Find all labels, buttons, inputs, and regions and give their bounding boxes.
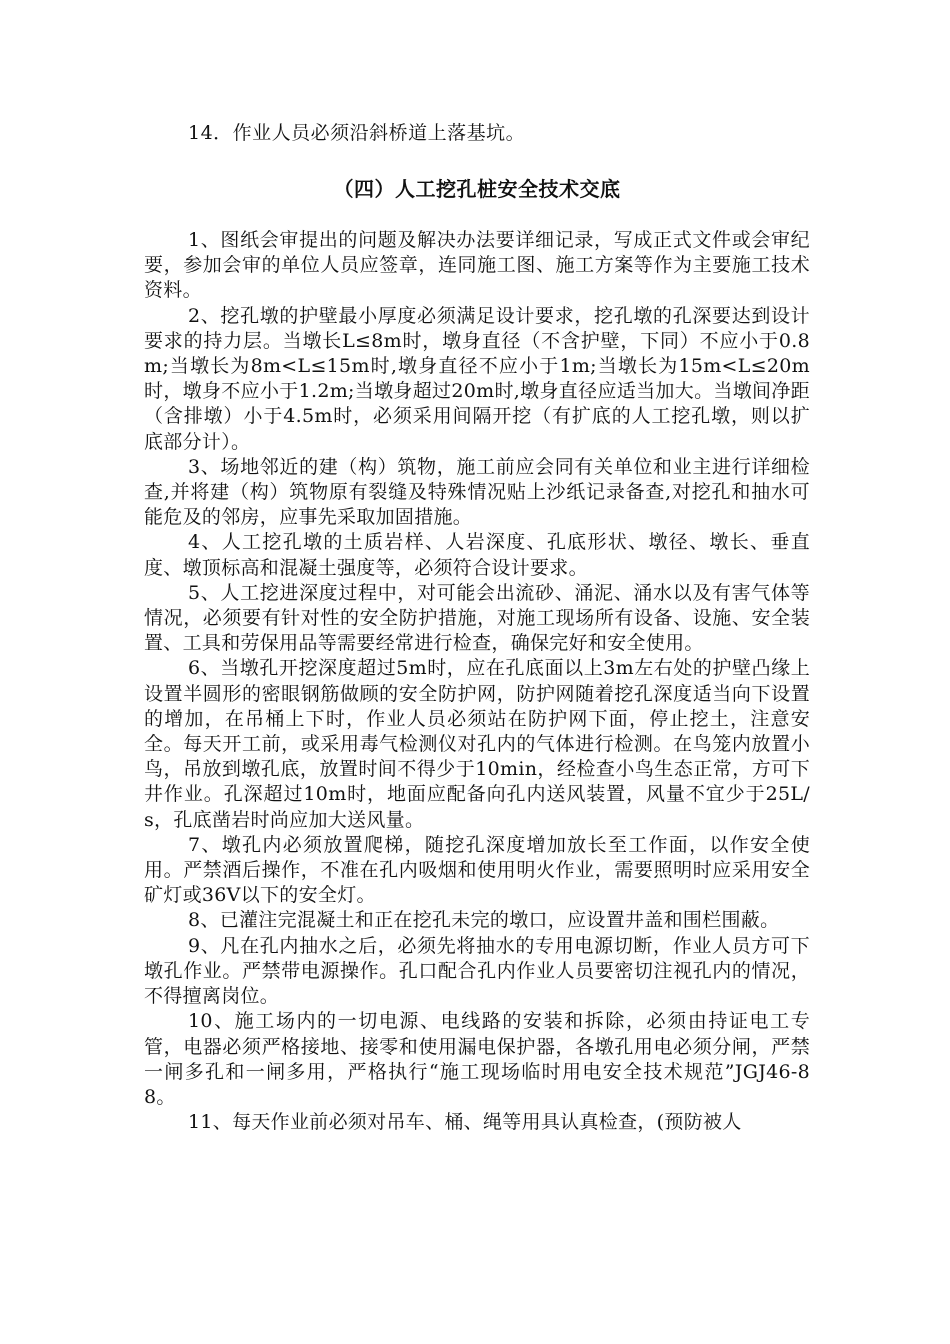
document-body — [144, 120, 810, 1135]
paragraph-1: 1、图纸会审提出的问题及解决办法要详细记录，写成正式文件或会审纪要，参加会审的单位人员应签章，连同施工图、施工方案等作为主要施工技术资料。 — [144, 229, 810, 302]
paragraph-6: 6、当墩孔开挖深度超过5m时，应在孔底面以上3m左右处的护壁凸缘上设置半圆形的密眼钢筋做顾的安全防护网，防护网随着挖孔深度适当向下设置的增加，在吊桶上下时，作业人员必须站在防护网下面，停止挖土，注意安全。每天开工前，或采用毒气检测仪对孔内的气体进行检测。在鸟笼内放置小鸟，吊放到墩孔底，放置时间不得少于10min，经检查小鸟生态正常，方可下井作业。孔深超过10m时，地面应配备向孔内送风装置，风量不宜少于25L/s，孔底凿岩时尚应加大送风量。 — [144, 657, 810, 831]
list-item-14: 14．作业人员必须沿斜桥道上落基坑。 — [188, 122, 526, 144]
section-title: （四）人工挖孔桩安全技术交底 — [333, 177, 621, 201]
paragraph-2: 2、挖孔墩的护壁最小厚度必须满足设计要求，挖孔墩的孔深要达到设计要求的持力层。当墩长L≤8m时，墩身直径（不含护壁，下同）不应小于0.8m;当墩长为8m<L≤15m时,墩身直径不应小于1m;当墩长为15m<L≤20m时，墩身不应小于1.2m;当墩身超过20m时,墩身直径应适当加大。当墩间净距（含排墩）小于4.5m时，必须采用间隔开挖（有扩底的人工挖孔墩，则以扩底部分计）。 — [144, 304, 810, 453]
paragraph-10: 10、施工场内的一切电源、电线路的安装和拆除，必须由持证电工专管，电器必须严格接地、接零和使用漏电保护器，各墩孔用电必须分闸，严禁一闸多孔和一闸多用，严格执行“施工现场临时用电安全技术规范”JGJ46-88。 — [144, 1010, 810, 1108]
paragraph-9: 9、凡在孔内抽水之后，必须先将抽水的专用电源切断，作业人员方可下墩孔作业。严禁带电源操作。孔口配合孔内作业人员要密切注视孔内的情况，不得擅离岗位。 — [144, 934, 810, 1008]
paragraph-11: 11、每天作业前必须对吊车、桶、绳等用具认真检查，(预防被人 — [188, 1111, 742, 1134]
paragraph-4: 4、人工挖孔墩的土质岩样、人岩深度、孔底形状、墩径、墩长、垂直度、墩顶标高和混凝土强度等，必须符合设计要求。 — [144, 531, 810, 579]
paragraph-5: 5、人工挖进深度过程中，对可能会出流砂、涌泥、涌水以及有害气体等情况，必须要有针对性的安全防护措施，对施工现场所有设备、设施、安全装置、工具和劳保用品等需要经常进行检查，确保完好和安全使用。 — [144, 581, 810, 655]
paragraph-3: 3、场地邻近的建（构）筑物，施工前应会同有关单位和业主进行详细检查,并将建（构）筑物原有裂缝及特殊情况贴上沙纸记录备查,对挖孔和抽水可能危及的邻房，应事先采取加固措施。 — [144, 455, 810, 529]
paragraph-7: 7、墩孔内必须放置爬梯，随挖孔深度增加放长至工作面，以作安全使用。严禁酒后操作，不准在孔内吸烟和使用明火作业，需要照明时应采用安全矿灯或36V以下的安全灯。 — [144, 833, 810, 907]
paragraph-8: 8、已灌注完混凝土和正在挖孔未完的墩口，应设置井盖和围栏围蔽。 — [188, 909, 780, 932]
